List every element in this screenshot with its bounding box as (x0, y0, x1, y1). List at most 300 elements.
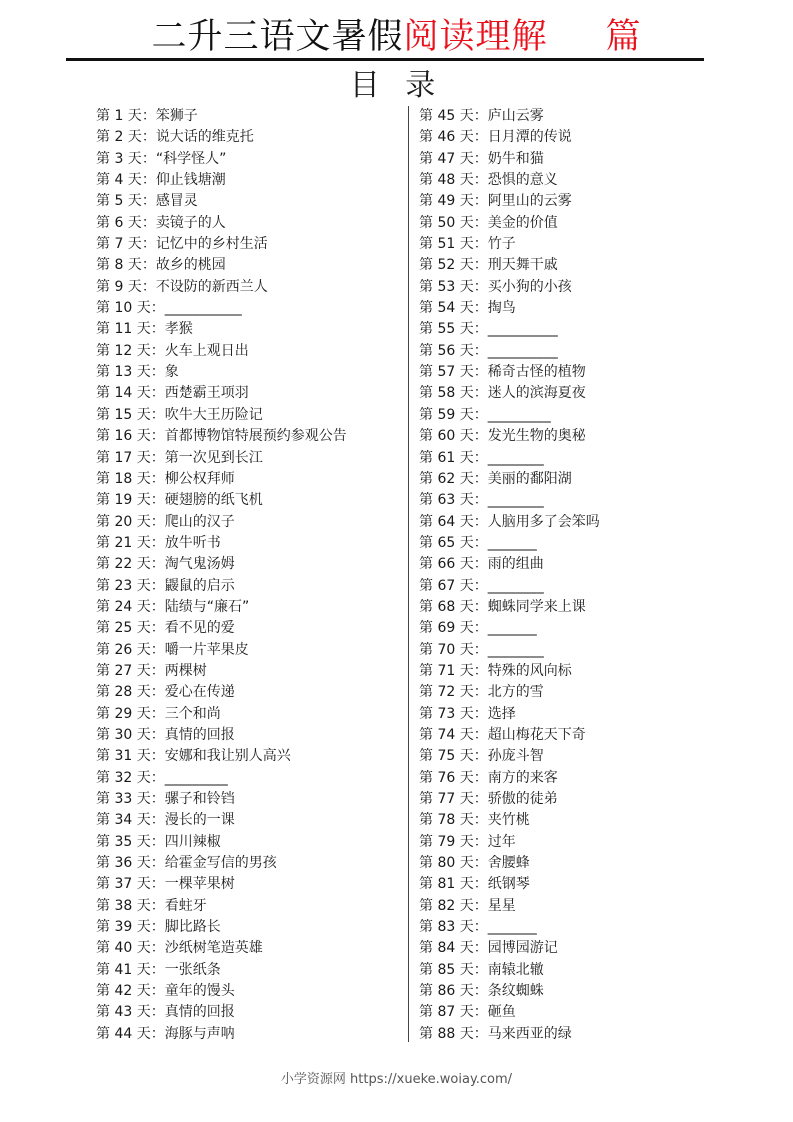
toc-entry-day: 第 54 天 (419, 300, 474, 317)
toc-entry-day: 第 75 天 (419, 748, 474, 765)
toc-entry-separator: ： (150, 385, 165, 402)
toc-entry-title: 硬翅膀的纸飞机 (164, 492, 263, 509)
toc-entry (419, 917, 719, 938)
toc-entry-title: 陆绩与“廉石” (164, 598, 250, 615)
toc-entry (96, 874, 406, 895)
toc-entry-title: _________ (164, 769, 228, 786)
toc-entry (96, 426, 406, 447)
toc-entry-day: 第 80 天 (419, 855, 474, 872)
toc-entry-day: 第 85 天 (419, 961, 474, 978)
title-red-part: 阅读理解 (403, 17, 548, 57)
toc-entry (96, 917, 406, 938)
toc-entry-separator: ： (150, 919, 165, 936)
toc-entry-day: 第 84 天 (419, 940, 474, 957)
toc-entry (419, 213, 719, 234)
toc-entry-separator: ： (473, 641, 488, 658)
toc-entry-title: 夹竹桃 (487, 812, 530, 829)
toc-entry-title: 南辕北辙 (487, 961, 544, 978)
title-black-part: 二升三语文暑假 (151, 17, 404, 57)
toc-entry-day: 第 73 天 (419, 705, 474, 722)
toc-entry-title: 四川辣椒 (164, 833, 221, 850)
toc-entry (419, 576, 719, 597)
toc-entry (419, 725, 719, 746)
toc-entry-separator: ： (473, 150, 488, 167)
toc-entry-day: 第 10 天 (96, 300, 151, 317)
toc-entry (419, 255, 719, 276)
toc-entry-separator: ： (141, 214, 156, 231)
toc-entry-separator: ： (141, 278, 156, 295)
toc-entry-day: 第 65 天 (419, 534, 474, 551)
toc-entry-day: 第 16 天 (96, 428, 151, 445)
toc-entry (96, 127, 406, 148)
toc-entry-separator: ： (473, 364, 488, 381)
toc-entry (419, 768, 719, 789)
toc-entry-separator: ： (473, 684, 488, 701)
toc-entry-title: 庐山云雾 (487, 108, 544, 124)
toc-entry (419, 853, 719, 874)
toc-entry-separator: ： (141, 150, 156, 167)
toc-entry-separator: ： (473, 1004, 488, 1021)
toc-entry-separator: ： (150, 428, 165, 445)
toc-entry (419, 682, 719, 703)
toc-entry-separator: ： (473, 812, 488, 829)
toc-entry-day: 第 72 天 (419, 684, 474, 701)
toc-entry-title: ________ (487, 577, 544, 594)
toc-entry (419, 362, 719, 383)
toc-entry-day: 第 39 天 (96, 919, 151, 936)
toc-entry-day: 第 63 天 (419, 492, 474, 509)
toc-entry-title: ________ (487, 492, 544, 509)
toc-entry-title: 骡子和铃铛 (164, 791, 235, 807)
toc-entry-day: 第 37 天 (96, 876, 151, 893)
toc-entry-title: 感冒灵 (155, 193, 198, 210)
toc-entry-title: 迷人的滨海夏夜 (487, 385, 586, 402)
toc-entry-separator: ： (473, 983, 488, 1000)
toc-entry-separator: ： (473, 833, 488, 850)
toc-entry-day: 第 12 天 (96, 342, 151, 359)
toc-entry-title: ________ (487, 641, 544, 658)
toc-entry-separator: ： (150, 513, 165, 530)
toc-entry (96, 448, 406, 469)
toc-entry-day: 第 44 天 (96, 1025, 151, 1042)
toc-entry (419, 874, 719, 895)
toc-entry-day: 第 14 天 (96, 385, 151, 402)
toc-entry-separator: ： (150, 620, 165, 637)
toc-entry-day: 第 79 天 (419, 833, 474, 850)
toc-entry-separator: ： (473, 919, 488, 936)
toc-entry (419, 234, 719, 255)
toc-entry-day: 第 52 天 (419, 257, 474, 274)
toc-entry-title: 蜘蛛同学来上课 (487, 598, 586, 615)
toc-entry (96, 213, 406, 234)
toc-entry-title: 看蛀牙 (164, 897, 207, 914)
toc-entry-title: 美丽的鄱阳湖 (487, 470, 572, 487)
toc-entry (419, 832, 719, 853)
toc-entry-title: 一棵苹果树 (164, 876, 235, 893)
toc-left-column (96, 106, 406, 1045)
toc-entry (96, 746, 406, 767)
column-divider (408, 106, 409, 1042)
toc-entry-day: 第 55 天 (419, 321, 474, 338)
toc-entry-separator: ： (473, 791, 488, 807)
toc-entry (419, 1024, 719, 1045)
toc-entry-title: 爱心在传递 (164, 684, 235, 701)
toc-entry-day: 第 21 天 (96, 534, 151, 551)
toc-entry (419, 106, 719, 127)
toc-entry-day: 第 6 天 (96, 214, 142, 231)
toc-entry-title: _________ (487, 406, 551, 423)
toc-entry-separator: ： (150, 791, 165, 807)
toc-entry-day: 第 50 天 (419, 214, 474, 231)
toc-entry-day: 第 78 天 (419, 812, 474, 829)
toc-entry (96, 298, 406, 319)
toc-entry-title: 首都博物馆特展预约参观公告 (164, 428, 347, 445)
toc-entry (96, 896, 406, 917)
toc-entry (419, 746, 719, 767)
toc-entry-title: 发光生物的奥秘 (487, 428, 586, 445)
toc-entry-day: 第 29 天 (96, 705, 151, 722)
toc-entry (96, 255, 406, 276)
toc-entry-title: 卖镜子的人 (155, 214, 226, 231)
toc-entry (96, 704, 406, 725)
toc-entry-day: 第 32 天 (96, 769, 151, 786)
toc-entry-title: 记忆中的乡村生活 (155, 236, 268, 253)
toc-entry (419, 896, 719, 917)
toc-entry-day: 第 33 天 (96, 791, 151, 807)
toc-entry-day: 第 26 天 (96, 641, 151, 658)
toc-entry-day: 第 43 天 (96, 1004, 151, 1021)
toc-entry (96, 490, 406, 511)
toc-entry-separator: ： (150, 769, 165, 786)
toc-entry-day: 第 41 天 (96, 961, 151, 978)
toc-entry (96, 277, 406, 298)
toc-entry-title: 刑天舞干戚 (487, 257, 558, 274)
toc-entry-title: 孙庞斗智 (487, 748, 544, 765)
toc-entry-day: 第 82 天 (419, 897, 474, 914)
toc-entry (419, 618, 719, 639)
toc-entry-title: 南方的来客 (487, 769, 558, 786)
toc-entry (96, 512, 406, 533)
toc-entry-day: 第 51 天 (419, 236, 474, 253)
toc-entry-separator: ： (473, 257, 488, 274)
toc-entry-day: 第 56 天 (419, 342, 474, 359)
toc-entry-separator: ： (473, 534, 488, 551)
toc-entry-separator: ： (473, 705, 488, 722)
toc-entry-title: 园博园游记 (487, 940, 558, 957)
toc-entry-title: 舍腰蜂 (487, 855, 530, 872)
toc-entry-day: 第 58 天 (419, 385, 474, 402)
toc-entry-separator: ： (150, 470, 165, 487)
toc-entry-title: 笨狮子 (155, 108, 198, 124)
toc-entry (96, 832, 406, 853)
toc-entry-separator: ： (473, 556, 488, 573)
toc-entry-day: 第 27 天 (96, 662, 151, 679)
toc-entry-separator: ： (150, 684, 165, 701)
toc-entry-title: 真情的回报 (164, 1004, 235, 1021)
toc-entry-title: 孝猴 (164, 321, 193, 338)
toc-entry-title: 星星 (487, 897, 516, 914)
toc-entry (419, 405, 719, 426)
toc-entry-title: 鼹鼠的启示 (164, 577, 235, 594)
toc-entry (96, 789, 406, 810)
toc-entry-day: 第 22 天 (96, 556, 151, 573)
toc-entry-title: 真情的回报 (164, 726, 235, 743)
toc-entry-separator: ： (473, 598, 488, 615)
toc-entry (96, 149, 406, 170)
toc-entry (96, 661, 406, 682)
toc-entry-separator: ： (150, 492, 165, 509)
toc-entry (96, 981, 406, 1002)
toc-entry (419, 298, 719, 319)
toc-entry-day: 第 60 天 (419, 428, 474, 445)
toc-entry-day: 第 66 天 (419, 556, 474, 573)
toc-entry-day: 第 42 天 (96, 983, 151, 1000)
toc-entry (419, 469, 719, 490)
toc-entry-title: 仰止钱塘潮 (155, 172, 226, 189)
toc-entry-separator: ： (150, 321, 165, 338)
toc-entry-title: 骄傲的徒弟 (487, 791, 558, 807)
toc-entry-day: 第 40 天 (96, 940, 151, 957)
toc-entry-day: 第 81 天 (419, 876, 474, 893)
toc-entry-title: 条纹蜘蛛 (487, 983, 544, 1000)
toc-entry-day: 第 71 天 (419, 662, 474, 679)
toc-entry-title: _______ (487, 620, 537, 637)
toc-entry-separator: ： (150, 833, 165, 850)
toc-entry-title: 稀奇古怪的植物 (487, 364, 586, 381)
toc-entry-separator: ： (150, 300, 165, 317)
toc-entry-separator: ： (473, 726, 488, 743)
toc-entry-day: 第 8 天 (96, 257, 142, 274)
toc-entry-separator: ： (473, 769, 488, 786)
toc-entry-separator: ： (141, 193, 156, 210)
toc-entry-day: 第 31 天 (96, 748, 151, 765)
toc-entry-separator: ： (473, 748, 488, 765)
toc-entry-title: 放牛听书 (164, 534, 221, 551)
toc-entry-separator: ： (150, 534, 165, 551)
toc-entry-title: 恐惧的意义 (487, 172, 558, 189)
toc-entry (419, 319, 719, 340)
toc-entry-title: 砸鱼 (487, 1004, 516, 1021)
toc-entry-separator: ： (473, 492, 488, 509)
toc-entry-title: 火车上观日出 (164, 342, 249, 359)
toc-entry-title: 超山梅花天下奇 (487, 726, 586, 743)
toc-entry-title: 竹子 (487, 236, 516, 253)
toc-entry-separator: ： (150, 641, 165, 658)
toc-entry-separator: ： (473, 662, 488, 679)
toc-entry-separator: ： (473, 961, 488, 978)
toc-entry (96, 938, 406, 959)
toc-entry-day: 第 88 天 (419, 1025, 474, 1042)
toc-entry (96, 1002, 406, 1023)
toc-entry-day: 第 45 天 (419, 108, 474, 124)
toc-entry (419, 810, 719, 831)
toc-entry-separator: ： (150, 855, 165, 872)
toc-entry (96, 725, 406, 746)
toc-entry-separator: ： (473, 129, 488, 146)
toc-entry-separator: ： (473, 428, 488, 445)
toc-entry (419, 938, 719, 959)
toc-entry (419, 383, 719, 404)
toc-entry-title: 故乡的桃园 (155, 257, 226, 274)
toc-entry-separator: ： (473, 406, 488, 423)
toc-entry-separator: ： (473, 513, 488, 530)
toc-entry-separator: ： (150, 897, 165, 914)
toc-entry (419, 661, 719, 682)
toc-entry-separator: ： (473, 236, 488, 253)
toc-entry-separator: ： (473, 940, 488, 957)
toc-entry (419, 341, 719, 362)
toc-entry-separator: ： (150, 983, 165, 1000)
toc-entry (419, 789, 719, 810)
toc-entry-day: 第 17 天 (96, 449, 151, 466)
toc-entry-day: 第 34 天 (96, 812, 151, 829)
toc-entry-separator: ： (150, 406, 165, 423)
toc-entry-separator: ： (150, 556, 165, 573)
toc-entry-title: 一张纸条 (164, 961, 221, 978)
toc-entry-day: 第 67 天 (419, 577, 474, 594)
toc-entry-day: 第 3 天 (96, 150, 142, 167)
toc-entry (419, 127, 719, 148)
toc-entry (419, 426, 719, 447)
toc-entry-title: 人脑用多了会笨吗 (487, 513, 600, 530)
toc-entry-title: 马来西亚的绿 (487, 1025, 572, 1042)
toc-entry (96, 191, 406, 212)
toc-entry-separator: ： (141, 236, 156, 253)
toc-entry-separator: ： (150, 662, 165, 679)
toc-entry (419, 960, 719, 981)
toc-entry-day: 第 47 天 (419, 150, 474, 167)
toc-entry-day: 第 64 天 (419, 513, 474, 530)
toc-entry (419, 554, 719, 575)
toc-entry (419, 490, 719, 511)
toc-entry (96, 106, 406, 127)
toc-entry-day: 第 11 天 (96, 321, 151, 338)
toc-entry-title: 吹牛大王历险记 (164, 406, 263, 423)
toc-entry-separator: ： (141, 257, 156, 274)
toc-entry-separator: ： (473, 300, 488, 317)
toc-entry-day: 第 57 天 (419, 364, 474, 381)
toc-entry-title: 雨的组曲 (487, 556, 544, 573)
toc-entry (419, 1002, 719, 1023)
toc-entry-title: 美金的价值 (487, 214, 558, 231)
toc-heading: 目 录 (349, 68, 444, 103)
toc-entry (96, 383, 406, 404)
toc-entry-title: __________ (487, 342, 558, 359)
document-title (0, 14, 793, 60)
toc-entry-title: _______ (487, 919, 537, 936)
toc-entry-title: 买小狗的小孩 (487, 278, 572, 295)
toc-entry-day: 第 7 天 (96, 236, 142, 253)
toc-right-column (419, 106, 719, 1045)
toc-entry-separator: ： (473, 321, 488, 338)
toc-entry-title: 漫长的一课 (164, 812, 235, 829)
toc-entry-title: 柳公权拜师 (164, 470, 235, 487)
toc-entry-title: 阿里山的云雾 (487, 193, 572, 210)
toc-entry (96, 853, 406, 874)
title-underline (66, 58, 704, 61)
toc-entry (96, 319, 406, 340)
toc-entry-title: _______ (487, 534, 537, 551)
toc-entry (96, 960, 406, 981)
toc-entry-separator: ： (150, 449, 165, 466)
toc-entry-day: 第 62 天 (419, 470, 474, 487)
toc-entry (419, 448, 719, 469)
toc-entry-day: 第 1 天 (96, 108, 142, 124)
toc-entry-title: 特殊的风向标 (487, 662, 572, 679)
toc-entry-separator: ： (473, 172, 488, 189)
toc-entry (96, 768, 406, 789)
toc-entry (419, 191, 719, 212)
toc-entry-day: 第 70 天 (419, 641, 474, 658)
toc-entry-separator: ： (473, 108, 488, 124)
toc-entry-day: 第 13 天 (96, 364, 151, 381)
toc-entry-title: 给霍金写信的男孩 (164, 855, 277, 872)
toc-entry-day: 第 24 天 (96, 598, 151, 615)
toc-entry-day: 第 61 天 (419, 449, 474, 466)
toc-entry-separator: ： (473, 855, 488, 872)
toc-entry-day: 第 46 天 (419, 129, 474, 146)
toc-entry-day: 第 5 天 (96, 193, 142, 210)
toc-entry-day: 第 38 天 (96, 897, 151, 914)
toc-entry-title: 两棵树 (164, 662, 207, 679)
toc-entry-day: 第 68 天 (419, 598, 474, 615)
toc-entry (419, 533, 719, 554)
toc-entry-day: 第 74 天 (419, 726, 474, 743)
toc-entry-title: 不设防的新西兰人 (155, 278, 268, 295)
toc-entry-title: 童年的馒头 (164, 983, 235, 1000)
toc-entry (96, 576, 406, 597)
toc-entry-day: 第 25 天 (96, 620, 151, 637)
toc-entry (96, 533, 406, 554)
toc-entry-title: 海豚与声呐 (164, 1025, 235, 1042)
toc-entry (419, 597, 719, 618)
toc-entry-separator: ： (473, 470, 488, 487)
toc-entry-day: 第 15 天 (96, 406, 151, 423)
footer-source: 小学资源网 https://xueke.woiay.com/ (280, 1072, 513, 1087)
toc-entry-day: 第 19 天 (96, 492, 151, 509)
toc-entry-separator: ： (150, 705, 165, 722)
toc-entry (96, 1024, 406, 1045)
toc-entry-title: __________ (487, 321, 558, 338)
toc-entry-separator: ： (150, 726, 165, 743)
toc-entry-day: 第 28 天 (96, 684, 151, 701)
toc-entry-title: 纸钢琴 (487, 876, 530, 893)
toc-entry-title: 三个和尚 (164, 705, 221, 722)
toc-entry-separator: ： (150, 940, 165, 957)
toc-entry-day: 第 53 天 (419, 278, 474, 295)
toc-entry-separator: ： (150, 812, 165, 829)
toc-entry-title: 北方的雪 (487, 684, 544, 701)
toc-entry-title: “科学怪人” (155, 150, 227, 167)
toc-entry-separator: ： (150, 1025, 165, 1042)
toc-entry (96, 362, 406, 383)
toc-entry (419, 277, 719, 298)
title-red-suffix: 篇 (605, 17, 642, 57)
toc-entry-title: 脚比路长 (164, 919, 221, 936)
toc-entry (419, 149, 719, 170)
toc-entry-day: 第 83 天 (419, 919, 474, 936)
toc-entry-title: 说大话的维克托 (155, 129, 254, 146)
toc-entry-day: 第 20 天 (96, 513, 151, 530)
toc-entry-separator: ： (150, 577, 165, 594)
toc-entry-separator: ： (473, 449, 488, 466)
toc-entry-title: 日月潭的传说 (487, 129, 572, 146)
toc-entry (419, 170, 719, 191)
toc-entry-separator: ： (473, 1025, 488, 1042)
toc-entry-day: 第 69 天 (419, 620, 474, 637)
toc-entry-day: 第 35 天 (96, 833, 151, 850)
toc-entry (96, 341, 406, 362)
